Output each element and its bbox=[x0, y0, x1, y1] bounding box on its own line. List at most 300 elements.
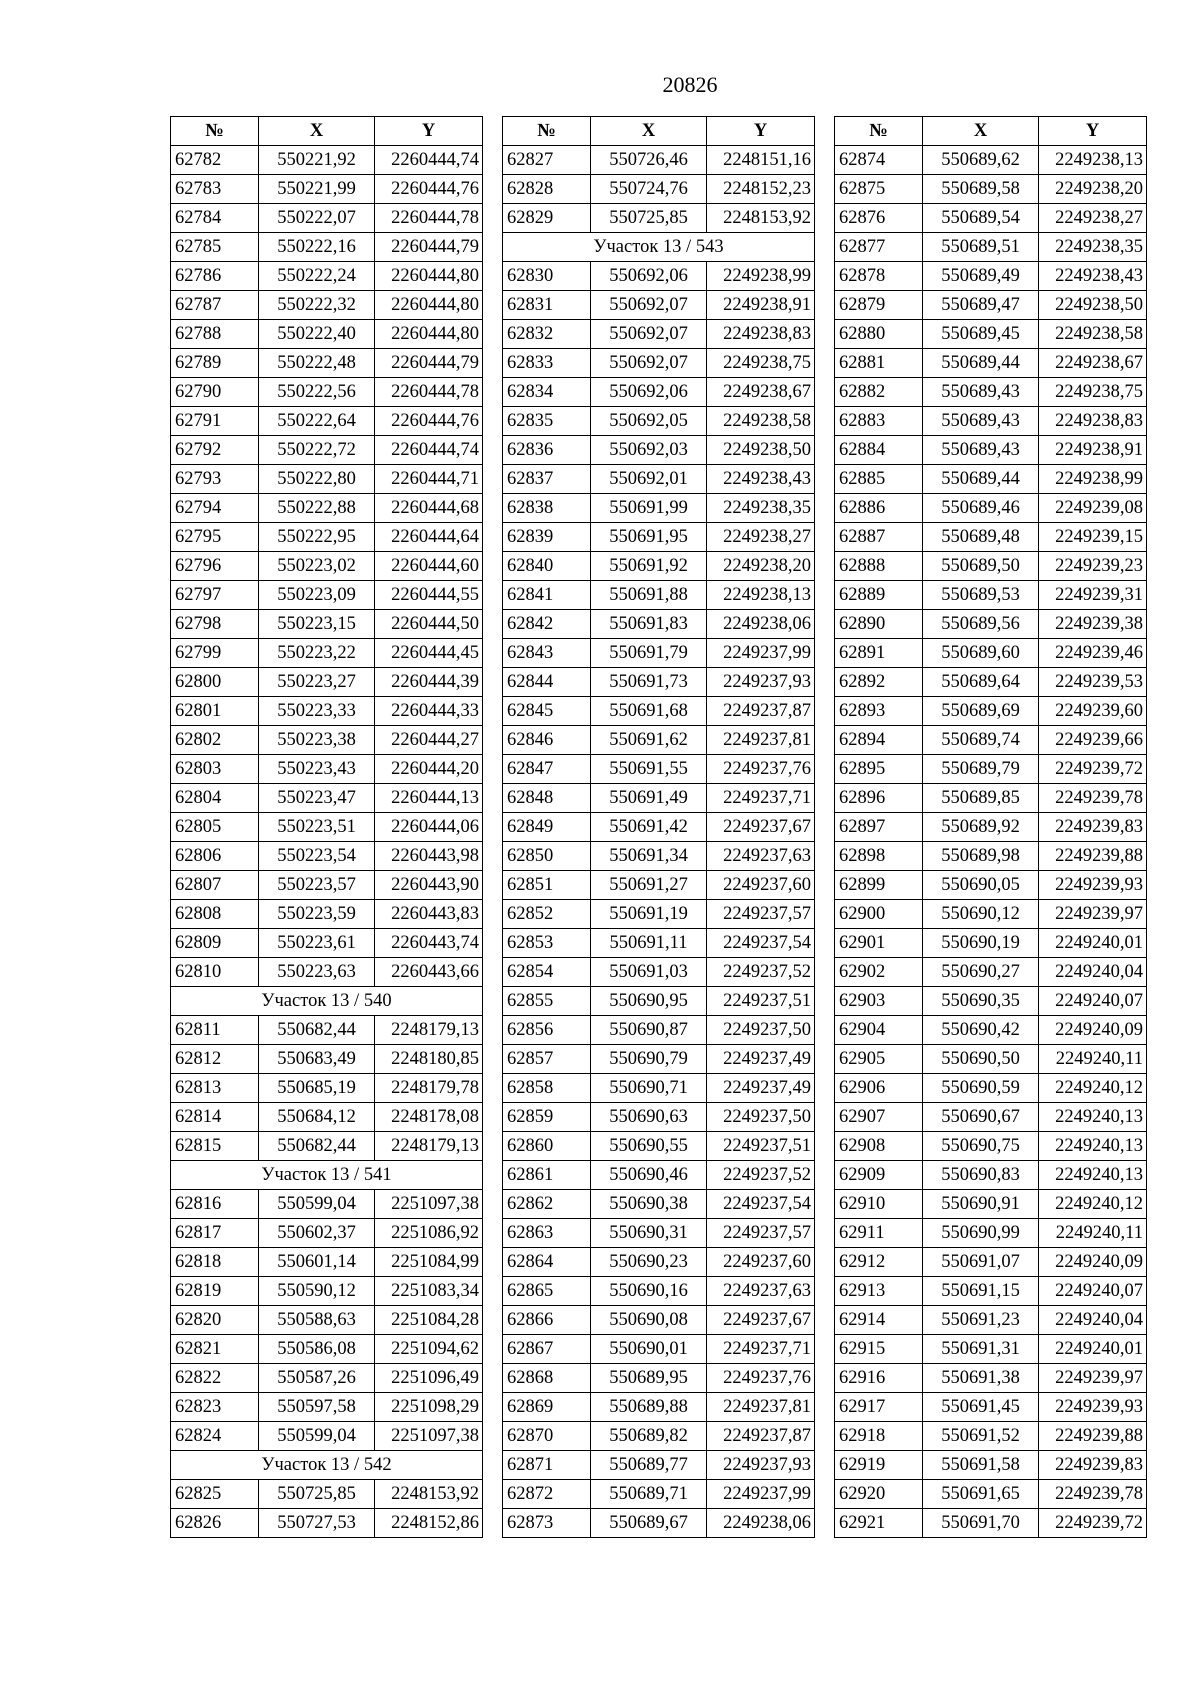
y-coordinate-cell: 2249237,57 bbox=[707, 1219, 815, 1248]
table-row bbox=[835, 1393, 1147, 1422]
x-coordinate-cell: 550689,60 bbox=[923, 639, 1039, 668]
x-coordinate-cell: 550691,92 bbox=[591, 552, 707, 581]
table-row bbox=[835, 1509, 1147, 1538]
x-coordinate-cell: 550689,44 bbox=[923, 465, 1039, 494]
y-coordinate-cell: 2260444,79 bbox=[375, 349, 483, 378]
y-coordinate-cell: 2249240,01 bbox=[1039, 1335, 1147, 1364]
point-number-cell: 62880 bbox=[835, 320, 923, 349]
table-row bbox=[503, 755, 815, 784]
y-coordinate-cell: 2249239,93 bbox=[1039, 871, 1147, 900]
y-coordinate-cell: 2248152,23 bbox=[707, 175, 815, 204]
y-coordinate-cell: 2260444,80 bbox=[375, 320, 483, 349]
y-coordinate-cell: 2251098,29 bbox=[375, 1393, 483, 1422]
header-y: Y bbox=[1039, 117, 1147, 146]
point-number-cell: 62870 bbox=[503, 1422, 591, 1451]
y-coordinate-cell: 2249239,78 bbox=[1039, 1480, 1147, 1509]
table-row bbox=[171, 523, 483, 552]
point-number-cell: 62795 bbox=[171, 523, 259, 552]
x-coordinate-cell: 550223,22 bbox=[259, 639, 375, 668]
x-coordinate-cell: 550691,58 bbox=[923, 1451, 1039, 1480]
x-coordinate-cell: 550223,63 bbox=[259, 958, 375, 987]
table-row bbox=[171, 175, 483, 204]
point-number-cell: 62782 bbox=[171, 146, 259, 175]
table-row bbox=[503, 407, 815, 436]
point-number-cell: 62916 bbox=[835, 1364, 923, 1393]
point-number-cell: 62883 bbox=[835, 407, 923, 436]
x-coordinate-cell: 550691,31 bbox=[923, 1335, 1039, 1364]
y-coordinate-cell: 2249239,72 bbox=[1039, 1509, 1147, 1538]
table-row bbox=[835, 175, 1147, 204]
y-coordinate-cell: 2249239,88 bbox=[1039, 1422, 1147, 1451]
y-coordinate-cell: 2249238,91 bbox=[707, 291, 815, 320]
table-row bbox=[503, 1132, 815, 1161]
y-coordinate-cell: 2249237,63 bbox=[707, 1277, 815, 1306]
x-coordinate-cell: 550691,99 bbox=[591, 494, 707, 523]
point-number-cell: 62816 bbox=[171, 1190, 259, 1219]
point-number-cell: 62876 bbox=[835, 204, 923, 233]
point-number-cell: 62797 bbox=[171, 581, 259, 610]
point-number-cell: 62794 bbox=[171, 494, 259, 523]
x-coordinate-cell: 550691,11 bbox=[591, 929, 707, 958]
table-row bbox=[503, 697, 815, 726]
x-coordinate-cell: 550599,04 bbox=[259, 1422, 375, 1451]
x-coordinate-cell: 550689,62 bbox=[923, 146, 1039, 175]
x-coordinate-cell: 550597,58 bbox=[259, 1393, 375, 1422]
x-coordinate-cell: 550690,50 bbox=[923, 1045, 1039, 1074]
y-coordinate-cell: 2249238,20 bbox=[1039, 175, 1147, 204]
y-coordinate-cell: 2260444,45 bbox=[375, 639, 483, 668]
table-row bbox=[171, 1335, 483, 1364]
y-coordinate-cell: 2249237,52 bbox=[707, 1161, 815, 1190]
point-number-cell: 62859 bbox=[503, 1103, 591, 1132]
y-coordinate-cell: 2248179,78 bbox=[375, 1074, 483, 1103]
x-coordinate-cell: 550689,67 bbox=[591, 1509, 707, 1538]
y-coordinate-cell: 2249238,13 bbox=[707, 581, 815, 610]
point-number-cell: 62898 bbox=[835, 842, 923, 871]
y-coordinate-cell: 2249238,67 bbox=[707, 378, 815, 407]
point-number-cell: 62784 bbox=[171, 204, 259, 233]
table-row bbox=[171, 1364, 483, 1393]
table-row bbox=[171, 726, 483, 755]
y-coordinate-cell: 2260444,74 bbox=[375, 146, 483, 175]
x-coordinate-cell: 550690,83 bbox=[923, 1161, 1039, 1190]
x-coordinate-cell: 550689,48 bbox=[923, 523, 1039, 552]
table-row bbox=[171, 755, 483, 784]
point-number-cell: 62877 bbox=[835, 233, 923, 262]
point-number-cell: 62789 bbox=[171, 349, 259, 378]
point-number-cell: 62906 bbox=[835, 1074, 923, 1103]
table-row bbox=[835, 204, 1147, 233]
table-row bbox=[835, 1190, 1147, 1219]
header-y: Y bbox=[375, 117, 483, 146]
point-number-cell: 62875 bbox=[835, 175, 923, 204]
table-row bbox=[835, 784, 1147, 813]
point-number-cell: 62871 bbox=[503, 1451, 591, 1480]
y-coordinate-cell: 2260444,55 bbox=[375, 581, 483, 610]
table-row bbox=[503, 378, 815, 407]
x-coordinate-cell: 550222,80 bbox=[259, 465, 375, 494]
y-coordinate-cell: 2249239,88 bbox=[1039, 842, 1147, 871]
point-number-cell: 62910 bbox=[835, 1190, 923, 1219]
y-coordinate-cell: 2249240,11 bbox=[1039, 1219, 1147, 1248]
point-number-cell: 62836 bbox=[503, 436, 591, 465]
point-number-cell: 62813 bbox=[171, 1074, 259, 1103]
y-coordinate-cell: 2249237,71 bbox=[707, 1335, 815, 1364]
point-number-cell: 62920 bbox=[835, 1480, 923, 1509]
x-coordinate-cell: 550725,85 bbox=[259, 1480, 375, 1509]
y-coordinate-cell: 2260444,13 bbox=[375, 784, 483, 813]
point-number-cell: 62900 bbox=[835, 900, 923, 929]
table-row bbox=[503, 1219, 815, 1248]
y-coordinate-cell: 2249239,83 bbox=[1039, 1451, 1147, 1480]
y-coordinate-cell: 2260444,80 bbox=[375, 291, 483, 320]
x-coordinate-cell: 550690,71 bbox=[591, 1074, 707, 1103]
y-coordinate-cell: 2249239,97 bbox=[1039, 900, 1147, 929]
x-coordinate-cell: 550691,38 bbox=[923, 1364, 1039, 1393]
y-coordinate-cell: 2248153,92 bbox=[375, 1480, 483, 1509]
point-number-cell: 62850 bbox=[503, 842, 591, 871]
point-number-cell: 62785 bbox=[171, 233, 259, 262]
y-coordinate-cell: 2249240,12 bbox=[1039, 1074, 1147, 1103]
table-row bbox=[835, 871, 1147, 900]
y-coordinate-cell: 2260444,20 bbox=[375, 755, 483, 784]
table-row bbox=[503, 291, 815, 320]
table-row bbox=[503, 1045, 815, 1074]
x-coordinate-cell: 550692,01 bbox=[591, 465, 707, 494]
y-coordinate-cell: 2260444,80 bbox=[375, 262, 483, 291]
table-row bbox=[171, 378, 483, 407]
x-coordinate-cell: 550692,07 bbox=[591, 320, 707, 349]
x-coordinate-cell: 550222,56 bbox=[259, 378, 375, 407]
table-row bbox=[835, 1451, 1147, 1480]
table-row bbox=[503, 1451, 815, 1480]
x-coordinate-cell: 550689,58 bbox=[923, 175, 1039, 204]
point-number-cell: 62821 bbox=[171, 1335, 259, 1364]
point-number-cell: 62844 bbox=[503, 668, 591, 697]
table-row bbox=[835, 813, 1147, 842]
point-number-cell: 62919 bbox=[835, 1451, 923, 1480]
y-coordinate-cell: 2249239,72 bbox=[1039, 755, 1147, 784]
table-row bbox=[171, 1016, 483, 1045]
point-number-cell: 62902 bbox=[835, 958, 923, 987]
table-row bbox=[503, 204, 815, 233]
y-coordinate-cell: 2248178,08 bbox=[375, 1103, 483, 1132]
x-coordinate-cell: 550691,83 bbox=[591, 610, 707, 639]
y-coordinate-cell: 2249237,49 bbox=[707, 1045, 815, 1074]
table-row bbox=[835, 1016, 1147, 1045]
x-coordinate-cell: 550222,07 bbox=[259, 204, 375, 233]
table-row bbox=[835, 465, 1147, 494]
y-coordinate-cell: 2249238,58 bbox=[707, 407, 815, 436]
point-number-cell: 62874 bbox=[835, 146, 923, 175]
table-row bbox=[171, 1393, 483, 1422]
point-number-cell: 62897 bbox=[835, 813, 923, 842]
x-coordinate-cell: 550692,03 bbox=[591, 436, 707, 465]
point-number-cell: 62867 bbox=[503, 1335, 591, 1364]
x-coordinate-cell: 550689,98 bbox=[923, 842, 1039, 871]
table-row bbox=[835, 581, 1147, 610]
y-coordinate-cell: 2249237,60 bbox=[707, 1248, 815, 1277]
table-row bbox=[171, 1248, 483, 1277]
coordinate-table-1 bbox=[170, 116, 483, 1538]
table-row bbox=[171, 291, 483, 320]
x-coordinate-cell: 550691,49 bbox=[591, 784, 707, 813]
table-row bbox=[503, 668, 815, 697]
header-row bbox=[503, 117, 815, 146]
x-coordinate-cell: 550223,33 bbox=[259, 697, 375, 726]
table-row bbox=[503, 1016, 815, 1045]
y-coordinate-cell: 2248151,16 bbox=[707, 146, 815, 175]
y-coordinate-cell: 2249239,93 bbox=[1039, 1393, 1147, 1422]
x-coordinate-cell: 550691,62 bbox=[591, 726, 707, 755]
x-coordinate-cell: 550691,45 bbox=[923, 1393, 1039, 1422]
point-number-cell: 62901 bbox=[835, 929, 923, 958]
point-number-cell: 62817 bbox=[171, 1219, 259, 1248]
point-number-cell: 62833 bbox=[503, 349, 591, 378]
x-coordinate-cell: 550223,57 bbox=[259, 871, 375, 900]
table-row bbox=[503, 871, 815, 900]
table-row bbox=[503, 726, 815, 755]
table-row bbox=[835, 1422, 1147, 1451]
table-row bbox=[503, 1480, 815, 1509]
table-row bbox=[503, 262, 815, 291]
y-coordinate-cell: 2249240,12 bbox=[1039, 1190, 1147, 1219]
table-row bbox=[171, 1509, 483, 1538]
point-number-cell: 62796 bbox=[171, 552, 259, 581]
x-coordinate-cell: 550223,15 bbox=[259, 610, 375, 639]
x-coordinate-cell: 550691,19 bbox=[591, 900, 707, 929]
table-row bbox=[835, 523, 1147, 552]
x-coordinate-cell: 550690,59 bbox=[923, 1074, 1039, 1103]
x-coordinate-cell: 550690,19 bbox=[923, 929, 1039, 958]
point-number-cell: 62862 bbox=[503, 1190, 591, 1219]
table-row bbox=[503, 813, 815, 842]
point-number-cell: 62814 bbox=[171, 1103, 259, 1132]
point-number-cell: 62872 bbox=[503, 1480, 591, 1509]
y-coordinate-cell: 2248180,85 bbox=[375, 1045, 483, 1074]
table-row bbox=[171, 1277, 483, 1306]
point-number-cell: 62913 bbox=[835, 1277, 923, 1306]
coordinate-table-2 bbox=[502, 116, 815, 1538]
y-coordinate-cell: 2249238,58 bbox=[1039, 320, 1147, 349]
x-coordinate-cell: 550690,67 bbox=[923, 1103, 1039, 1132]
x-coordinate-cell: 550689,54 bbox=[923, 204, 1039, 233]
x-coordinate-cell: 550690,42 bbox=[923, 1016, 1039, 1045]
point-number-cell: 62885 bbox=[835, 465, 923, 494]
table-row bbox=[835, 842, 1147, 871]
y-coordinate-cell: 2249240,07 bbox=[1039, 1277, 1147, 1306]
x-coordinate-cell: 550590,12 bbox=[259, 1277, 375, 1306]
y-coordinate-cell: 2260444,33 bbox=[375, 697, 483, 726]
y-coordinate-cell: 2249237,51 bbox=[707, 987, 815, 1016]
table-row bbox=[171, 610, 483, 639]
x-coordinate-cell: 550692,05 bbox=[591, 407, 707, 436]
table-row bbox=[171, 204, 483, 233]
point-number-cell: 62827 bbox=[503, 146, 591, 175]
y-coordinate-cell: 2249239,83 bbox=[1039, 813, 1147, 842]
x-coordinate-cell: 550222,48 bbox=[259, 349, 375, 378]
table-row bbox=[835, 1335, 1147, 1364]
y-coordinate-cell: 2249239,97 bbox=[1039, 1364, 1147, 1393]
table-row bbox=[835, 1277, 1147, 1306]
y-coordinate-cell: 2249238,20 bbox=[707, 552, 815, 581]
point-number-cell: 62838 bbox=[503, 494, 591, 523]
y-coordinate-cell: 2260444,79 bbox=[375, 233, 483, 262]
y-coordinate-cell: 2249240,04 bbox=[1039, 1306, 1147, 1335]
point-number-cell: 62848 bbox=[503, 784, 591, 813]
table-row bbox=[503, 1393, 815, 1422]
y-coordinate-cell: 2249239,31 bbox=[1039, 581, 1147, 610]
coordinate-tables bbox=[170, 116, 1143, 1578]
x-coordinate-cell: 550689,51 bbox=[923, 233, 1039, 262]
point-number-cell: 62837 bbox=[503, 465, 591, 494]
y-coordinate-cell: 2260443,98 bbox=[375, 842, 483, 871]
x-coordinate-cell: 550689,64 bbox=[923, 668, 1039, 697]
table-row bbox=[835, 755, 1147, 784]
table-row bbox=[171, 1132, 483, 1161]
header-number: № bbox=[835, 117, 923, 146]
point-number-cell: 62810 bbox=[171, 958, 259, 987]
y-coordinate-cell: 2249240,09 bbox=[1039, 1016, 1147, 1045]
table-row bbox=[503, 552, 815, 581]
y-coordinate-cell: 2249239,38 bbox=[1039, 610, 1147, 639]
coordinate-table-3 bbox=[834, 116, 1147, 1538]
y-coordinate-cell: 2249239,53 bbox=[1039, 668, 1147, 697]
y-coordinate-cell: 2260444,78 bbox=[375, 204, 483, 233]
y-coordinate-cell: 2249240,09 bbox=[1039, 1248, 1147, 1277]
header-y: Y bbox=[707, 117, 815, 146]
point-number-cell: 62786 bbox=[171, 262, 259, 291]
table-row bbox=[503, 958, 815, 987]
point-number-cell: 62921 bbox=[835, 1509, 923, 1538]
y-coordinate-cell: 2260444,71 bbox=[375, 465, 483, 494]
x-coordinate-cell: 550599,04 bbox=[259, 1190, 375, 1219]
table-row bbox=[171, 494, 483, 523]
x-coordinate-cell: 550223,51 bbox=[259, 813, 375, 842]
point-number-cell: 62894 bbox=[835, 726, 923, 755]
y-coordinate-cell: 2249240,13 bbox=[1039, 1161, 1147, 1190]
y-coordinate-cell: 2249238,67 bbox=[1039, 349, 1147, 378]
x-coordinate-cell: 550690,95 bbox=[591, 987, 707, 1016]
table-row bbox=[171, 958, 483, 987]
x-coordinate-cell: 550689,74 bbox=[923, 726, 1039, 755]
table-row bbox=[171, 1103, 483, 1132]
table-row bbox=[503, 1509, 815, 1538]
y-coordinate-cell: 2260443,74 bbox=[375, 929, 483, 958]
x-coordinate-cell: 550691,73 bbox=[591, 668, 707, 697]
table-row bbox=[835, 378, 1147, 407]
table-row bbox=[171, 1045, 483, 1074]
table-row bbox=[835, 987, 1147, 1016]
point-number-cell: 62791 bbox=[171, 407, 259, 436]
x-coordinate-cell: 550689,43 bbox=[923, 407, 1039, 436]
table-row bbox=[835, 407, 1147, 436]
y-coordinate-cell: 2260444,74 bbox=[375, 436, 483, 465]
x-coordinate-cell: 550222,16 bbox=[259, 233, 375, 262]
x-coordinate-cell: 550691,79 bbox=[591, 639, 707, 668]
y-coordinate-cell: 2249237,57 bbox=[707, 900, 815, 929]
y-coordinate-cell: 2260443,83 bbox=[375, 900, 483, 929]
y-coordinate-cell: 2249240,13 bbox=[1039, 1103, 1147, 1132]
y-coordinate-cell: 2260444,27 bbox=[375, 726, 483, 755]
x-coordinate-cell: 550689,85 bbox=[923, 784, 1039, 813]
point-number-cell: 62884 bbox=[835, 436, 923, 465]
x-coordinate-cell: 550690,35 bbox=[923, 987, 1039, 1016]
x-coordinate-cell: 550690,23 bbox=[591, 1248, 707, 1277]
y-coordinate-cell: 2251083,34 bbox=[375, 1277, 483, 1306]
x-coordinate-cell: 550689,49 bbox=[923, 262, 1039, 291]
y-coordinate-cell: 2249238,35 bbox=[707, 494, 815, 523]
point-number-cell: 62828 bbox=[503, 175, 591, 204]
point-number-cell: 62804 bbox=[171, 784, 259, 813]
point-number-cell: 62886 bbox=[835, 494, 923, 523]
table-row bbox=[503, 1103, 815, 1132]
y-coordinate-cell: 2249237,76 bbox=[707, 1364, 815, 1393]
x-coordinate-cell: 550689,56 bbox=[923, 610, 1039, 639]
x-coordinate-cell: 550222,72 bbox=[259, 436, 375, 465]
point-number-cell: 62866 bbox=[503, 1306, 591, 1335]
point-number-cell: 62879 bbox=[835, 291, 923, 320]
x-coordinate-cell: 550690,55 bbox=[591, 1132, 707, 1161]
point-number-cell: 62878 bbox=[835, 262, 923, 291]
table-row bbox=[503, 1190, 815, 1219]
table-row bbox=[503, 1161, 815, 1190]
y-coordinate-cell: 2260444,64 bbox=[375, 523, 483, 552]
table-row bbox=[503, 349, 815, 378]
x-coordinate-cell: 550223,09 bbox=[259, 581, 375, 610]
table-row bbox=[503, 523, 815, 552]
y-coordinate-cell: 2249237,54 bbox=[707, 1190, 815, 1219]
y-coordinate-cell: 2249238,99 bbox=[707, 262, 815, 291]
table-row bbox=[835, 349, 1147, 378]
table-row bbox=[503, 1364, 815, 1393]
point-number-cell: 62801 bbox=[171, 697, 259, 726]
y-coordinate-cell: 2249237,52 bbox=[707, 958, 815, 987]
y-coordinate-cell: 2249239,15 bbox=[1039, 523, 1147, 552]
y-coordinate-cell: 2251097,38 bbox=[375, 1422, 483, 1451]
y-coordinate-cell: 2249238,83 bbox=[1039, 407, 1147, 436]
y-coordinate-cell: 2249237,93 bbox=[707, 668, 815, 697]
point-number-cell: 62840 bbox=[503, 552, 591, 581]
point-number-cell: 62800 bbox=[171, 668, 259, 697]
x-coordinate-cell: 550588,63 bbox=[259, 1306, 375, 1335]
x-coordinate-cell: 550222,88 bbox=[259, 494, 375, 523]
table-row bbox=[171, 842, 483, 871]
x-coordinate-cell: 550223,47 bbox=[259, 784, 375, 813]
point-number-cell: 62858 bbox=[503, 1074, 591, 1103]
x-coordinate-cell: 550691,15 bbox=[923, 1277, 1039, 1306]
y-coordinate-cell: 2249239,46 bbox=[1039, 639, 1147, 668]
x-coordinate-cell: 550692,07 bbox=[591, 349, 707, 378]
y-coordinate-cell: 2249238,83 bbox=[707, 320, 815, 349]
y-coordinate-cell: 2249240,11 bbox=[1039, 1045, 1147, 1074]
point-number-cell: 62890 bbox=[835, 610, 923, 639]
x-coordinate-cell: 550690,99 bbox=[923, 1219, 1039, 1248]
table-row bbox=[503, 1335, 815, 1364]
y-coordinate-cell: 2260444,68 bbox=[375, 494, 483, 523]
table-row bbox=[171, 233, 483, 262]
table-row bbox=[503, 436, 815, 465]
x-coordinate-cell: 550691,07 bbox=[923, 1248, 1039, 1277]
x-coordinate-cell: 550689,79 bbox=[923, 755, 1039, 784]
point-number-cell: 62798 bbox=[171, 610, 259, 639]
table-row bbox=[835, 1306, 1147, 1335]
section-row bbox=[171, 987, 483, 1016]
x-coordinate-cell: 550689,47 bbox=[923, 291, 1039, 320]
table-row bbox=[835, 1161, 1147, 1190]
table-row bbox=[503, 465, 815, 494]
point-number-cell: 62835 bbox=[503, 407, 591, 436]
